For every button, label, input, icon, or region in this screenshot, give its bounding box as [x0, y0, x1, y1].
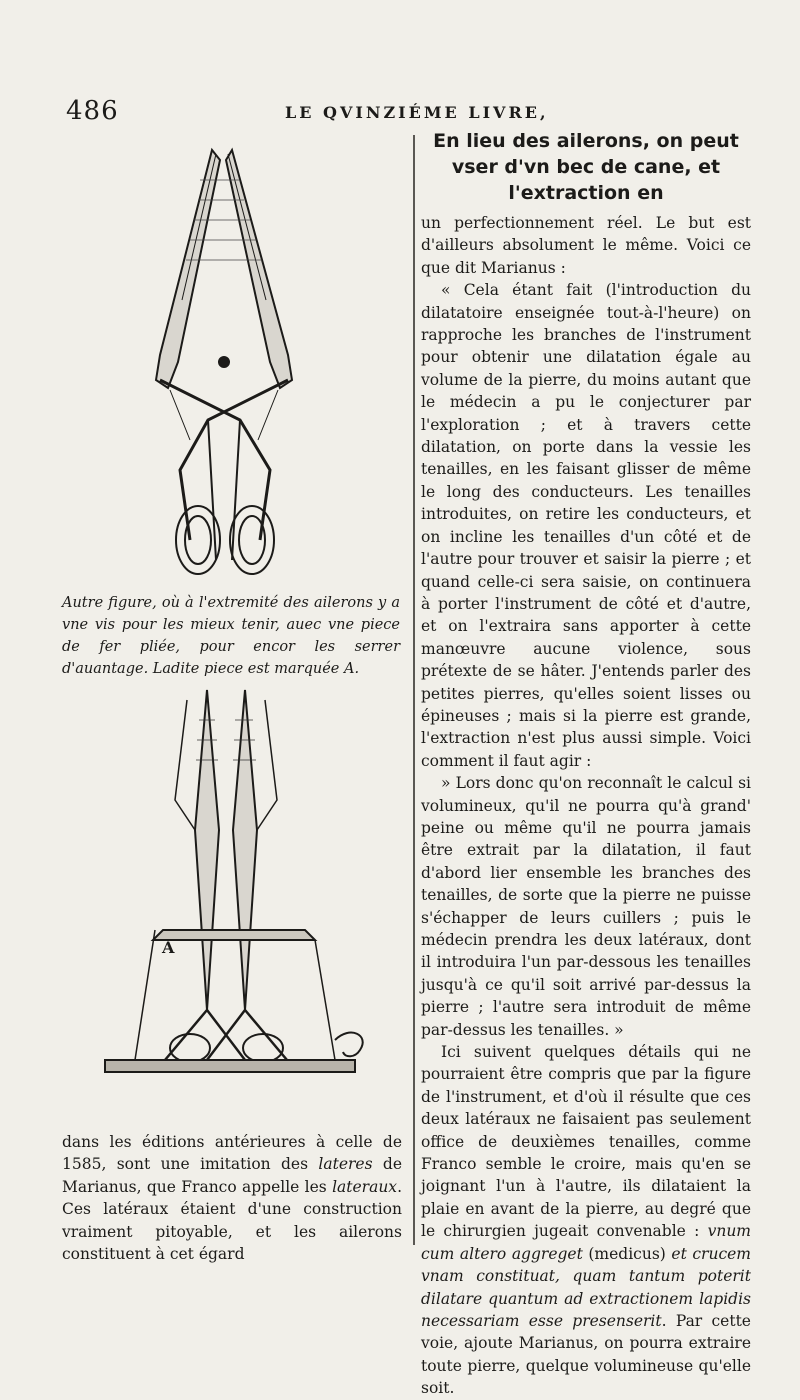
right-column — [421, 128, 751, 1400]
figure-caption: Autre figure, où à l'extremité des ailerons y a vne vis pour les mieux tenir, auec vne piece de fer pliée, pour encor les serrer d'auantage. Ladite piece est marquée A. — [62, 595, 400, 677]
left-text-part: dans les éditions antérieures à celle de 1585, sont une imitation des — [62, 1133, 402, 1174]
left-text-part: de Marianus, que Franco appelle les — [62, 1155, 402, 1196]
paragraph: « Cela étant fait (l'introduction du dilatatoire enseignée tout-à-l'heure) on rapproche les branches de l'instrument pour obtenir une dilatation égale au volume de la pierre, du moins autant que le médecin a pu le conjecturer par l'exploration ; et à travers cette dilatation, on porte dans la vessie les tenailles, en les faisant glisser de même le long des conducteurs. Les tenailles introduites, on retire les conducteurs, et on incline les tenailles d'un côté et de l'autre pour trouver et saisir la pierre ; et quand celle-ci sera saisie, on continuera à porter l'instrument de côté et d'autre, et on l'extraira sans apporter à cette manœuvre aucune violence, sous prétexte de se hâter. J'entends parler des petites pierres, qu'elles soient lisses ou épineuses ; mais si la pierre est grande, l'extraction n'est plus aussi simple. Voici comment il faut agir : — [421, 281, 751, 770]
paragraph-part: Ici suivent quelques détails qui ne pourraient être compris que par la figure de l'instrument, et d'où il résulte que ces deux latéraux ne faisaient pas seulement office de deuxièmes tenailles, comme Franco semble le croire, mais qu'en se joignant l'un à l'autre, ils dilataient la plaie en avant de la pierre, au degré que le chirurgien jugeait convenable : — [421, 1043, 751, 1241]
left-column-text — [62, 1131, 402, 1265]
latin-quote: et crucem vnam constituat, quam tantum poterit dilatare quantum ad extractionem lapidis necessariam esse presenserit — [421, 1244, 751, 1330]
figure-label-a: A — [162, 938, 175, 957]
latin-quote: vnum cum altero aggreget — [421, 1222, 751, 1263]
paragraph-part: . Par cette voie, ajoute Marianus, on pourra extraire toute pierre, quelque volumineuse qu'elle soit. — [421, 1311, 751, 1398]
left-text-part: . Ces latéraux étaient d'une construction vraiment pitoyable, et les ailerons constituent à cet égard — [62, 1177, 402, 1264]
running-head: LE QVINZIÉME LIVRE, — [285, 103, 549, 122]
paragraph-part: (medicus) — [582, 1244, 672, 1263]
tenailles-piece-de-fer-engraving-icon — [95, 680, 385, 1100]
page-number: 486 — [66, 96, 119, 126]
left-text-lateres: lateres — [318, 1155, 373, 1174]
right-column-body — [421, 212, 751, 1400]
paragraph — [421, 1041, 751, 1400]
paragraph: un perfectionnement réel. Le but est d'ailleurs absolument le même. Voici ce que dit Marianus : — [421, 214, 751, 277]
left-text-lateraux: lateraux — [332, 1177, 398, 1196]
paragraph: » Lors donc qu'on reconnaît le calcul si volumineux, qu'il ne pourra qu'à grand' peine ou même qu'il ne pourra jamais être extrait par la dilatation, il faut d'abord lier ensemble les branches des tenailles, de sorte que la pierre ne puisse s'échapper de leurs cuillers ; puis le médecin prendra les deux latéraux, dont il introduira l'un par-dessous les tenailles jusqu'à ce qu'il soit arrivé par-dessus la pierre ; l'autre sera introduit de même par-dessus les tenailles. » — [421, 774, 751, 1039]
tenailles-lateraux-engraving-icon — [120, 140, 330, 585]
section-title: En lieu des ailerons, on peut vser d'vn bec de cane, et l'extraction en — [433, 130, 739, 204]
column-divider — [413, 135, 415, 1245]
